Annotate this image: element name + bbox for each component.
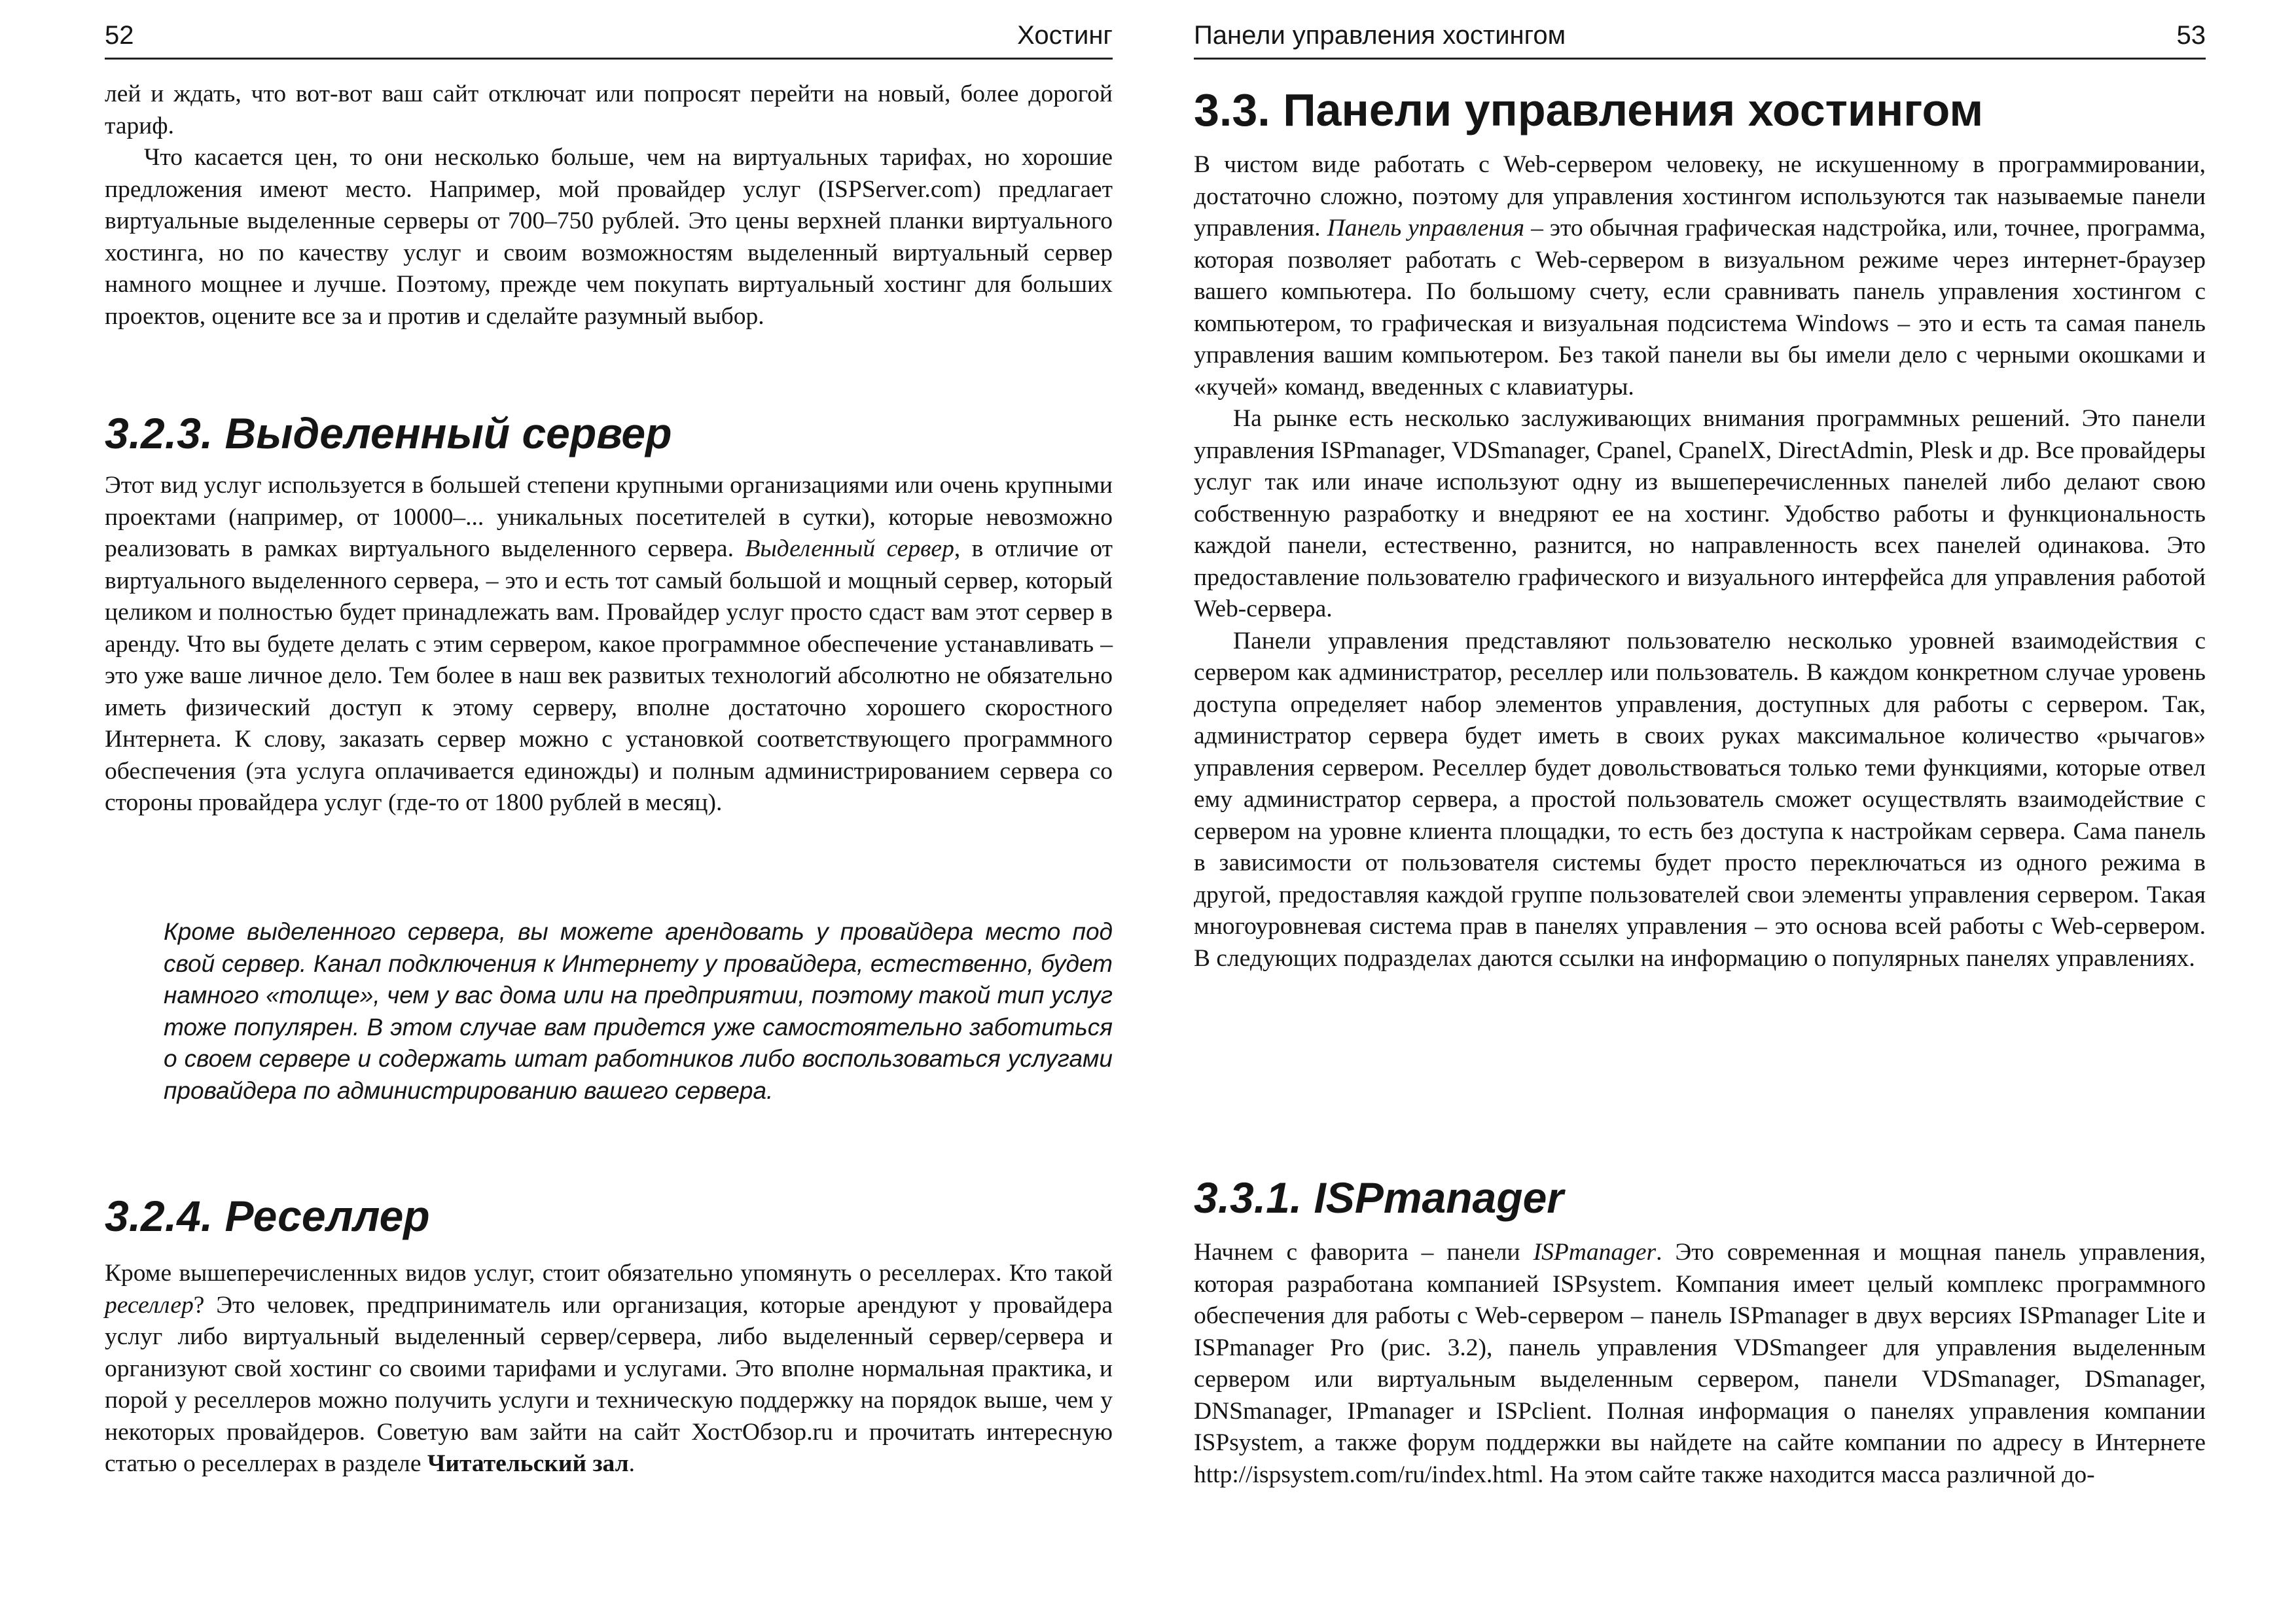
text-run: В чистом виде работать с Web-сервером человеку, не искушенному в программировании, достаточно сложно, поэтому для управления хостингом используются так называемые панели управления.	[1194, 151, 2206, 241]
paragraph: лей и ждать, что вот-вот ваш сайт отключат или попросят перейти на новый, более дорогой тариф.	[105, 80, 1113, 139]
paragraph: Что касается цен, то они несколько больше, чем на виртуальных тарифах, но хорошие предложения имеют место. Например, мой провайдер услуг (ISPServer.com) предлагает виртуальные выделенные серверы от 700–750 рублей. Это цены верхней планки виртуального хостинга, но по качеству услуг и своим возможностям выделенный виртуальный сервер намного мощнее и лучше. Поэтому, прежде чем покупать виртуальный хостинг для больших проектов, оцените все за и против и сделайте разумный выбор.	[105, 144, 1113, 330]
section-heading: 3.2.3. Выделенный сервер	[105, 409, 672, 457]
paragraph: На рынке есть несколько заслуживающих внимания программных решений. Это панели управления ISPmanager, VDSmanager, Cpanel, CpanelX, DirectAdmin, Plesk и др. Все провайдеры услуг так или иначе используют одну из вышеперечисленных панелей либо делают свою собственную разработку и внедряют ее на хостинг. Удобство работы и функциональность каждой панели, естественно, разнится, но направленность всех панелей одинакова. Это предоставление пользователю графического и визуального интерфейса для управления работой Web-сервера.	[1194, 405, 2206, 622]
right-page	[1194, 0, 2206, 1623]
text-run: – это обычная графическая надстройка, или, точнее, программа, которая позволяет работать с Web-сервером в визуальном режиме через интернет-браузер вашего компьютера. По большому счету, если сравнивать панель управления хостингом с компьютером, то графическая и визуальная подсистема Windows – это и есть та самая панель управления вашим компьютером. Без такой панели вы бы имели дело с черными окошками и «кучей» команд, введенных с клавиатуры.	[1194, 215, 2206, 401]
text-run: Этот вид услуг используется в большей степени крупными организациями или очень крупными проектами (например, от 10000–... уникальных посетителей в сутки), которые невозможно реализовать в рамках виртуального выделенного сервера.	[105, 472, 1113, 562]
bold-term: Читательский зал	[427, 1450, 629, 1477]
left-page	[105, 0, 1113, 1623]
text-run: ? Это человек, предприниматель или организация, которые арендуют у провайдера услуг либо виртуальный выделенный сервер/сервера, либо выделенный сервер/сервера и организуют свой хостинг со своими тарифами и услугами. Это вполне нормальная практика, и порой у реселлеров можно получить услуги и техническую поддержку на порядок выше, чем у некоторых провайдеров. Советую вам зайти на сайт ХостОбзор.ru и прочитать интересную статью о реселлерах в разделе	[105, 1291, 1113, 1477]
term-emphasis: Панель управления	[1327, 215, 1525, 241]
text-run: Кроме вышеперечисленных видов услуг, стоит обязательно упомянуть о реселлерах. Кто такой	[105, 1260, 1113, 1287]
paragraph	[105, 470, 1113, 819]
section-text	[105, 470, 1113, 819]
page-number: 52	[105, 21, 134, 50]
text-run: . Это современная и мощная панель управления, которая разработана компанией ISPsystem. Компания имеет целый комплекс программного обеспечения для работы с Web-сервером – панель ISPmanager в двух версиях ISPmanager Lite и ISPmanager Pro (рис. 3.2), панель управления VDSmangeer для управления выделенным сервером или виртуальным выделенным сервером, панели VDSmanager, DSmanager, DNSmanager, IPmanager и ISPclient. Полная информация о панелях управления компании ISPsystem, а также форум поддержки вы найдете на сайте компании по адресу в Интернете http://ispsystem.com/ru/index.html. На этом сайте также находится масса различной до-	[1194, 1239, 2206, 1488]
left-running-head	[105, 13, 1113, 60]
text-run: .	[628, 1450, 636, 1477]
paragraph	[105, 1258, 1113, 1480]
right-running-head	[1194, 13, 2206, 60]
paragraph: Панели управления представляют пользователю несколько уровней взаимодействия с сервером как администратор, реселлер или пользователь. В каждом конкретном случае уровень доступа определяет набор элементов управления, доступных для работы с сервером. Так, администратор сервера будет иметь в своих руках максимальное количество «рычагов» управления сервером. Реселлер будет довольствоваться только теми функциями, которые отвел ему администратор сервера, а простой пользователь сможет осуществлять взаимодействие с сервером на уровне клиента площадки, то есть без доступа к настройкам сервера. Сама панель в зависимости от пользователя системы будет просто переключаться из одного режима в другой, предоставляя каждой группе пользователей свои элементы управления сервером. Такая многоуровневая система прав в панелях управления – это основа всей работы с Web-сервером. В следующих подразделах даются ссылки на информацию о популярных панелях управлениях.	[1194, 627, 2206, 972]
term-emphasis: реселлер	[105, 1291, 194, 1319]
term-emphasis: ISPmanager	[1533, 1239, 1657, 1266]
text-run: , в отличие от виртуального выделенного сервера, – это и есть тот самый большой и мощный сервер, который целиком и полностью будет принадлежать вам. Провайдер услуг просто сдаст вам этот сервер в аренду. Что вы будете делать с этим сервером, какое программное обеспечение устанавливать – это уже ваше личное дело. Тем более в наш век развитых технологий абсолютно не обязательно иметь физический доступ к этому серверу, вполне достаточно хорошего скоростного Интернета. К слову, заказать сервер можно с установкой соответствующего программного обеспечения (эта услуга оплачивается единожды) и полным администрированием сервера со стороны провайдера услуг (где-то от 1800 рублей в месяц).	[105, 535, 1113, 816]
text-run: Начнем с фаворита – панели	[1194, 1239, 1534, 1266]
running-title: Панели управления хостингом	[1194, 21, 1566, 50]
paragraph	[1194, 1237, 2206, 1491]
running-title: Хостинг	[1017, 21, 1113, 50]
section-heading: 3.2.4. Реселлер	[105, 1192, 430, 1240]
chapter-section-heading: 3.3. Панели управления хостингом	[1194, 84, 1984, 135]
page-number: 53	[2176, 21, 2206, 50]
section-heading: 3.3.1. ISPmanager	[1194, 1173, 1564, 1222]
section-text	[1194, 1237, 2206, 1491]
note-block: Кроме выделенного сервера, вы можете арендовать у провайдера место под свой сервер. Канал подключения к Интернету у провайдера, естественно, будет намного «толще», чем у вас дома или на предприятии, поэтому такой тип услуг тоже популярен. В этом случае вам придется уже самостоятельно заботиться о своем сервере и содержать штат работников либо воспользоваться услугами провайдера по администрированию вашего сервера.	[164, 918, 1113, 1104]
paragraph	[1194, 149, 2206, 403]
intro-text	[105, 79, 1113, 332]
term-emphasis: Выделенный сервер	[745, 535, 954, 562]
section-text	[1194, 149, 2206, 974]
section-text	[105, 1258, 1113, 1480]
